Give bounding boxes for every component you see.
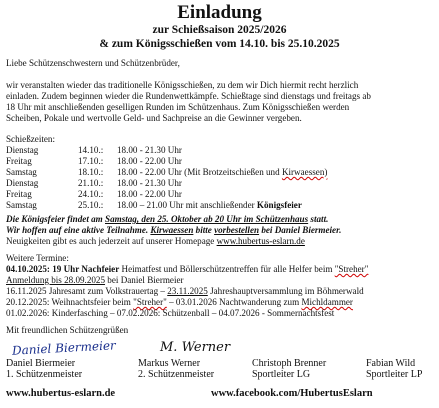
officer-role: Sportleiter LP — [366, 369, 423, 380]
dates-nachfeier: 04.10.2025: 19 Uhr Nachfeier — [6, 264, 120, 274]
subtitle-event: & zum Königsschießen vom 14.10. bis 25.10.2025 — [99, 38, 340, 50]
dates-text: Jahreshauptversammlung im Böhmerwald — [207, 286, 364, 296]
schedule-time-text: 18.00 - 22.00 Uhr (Mit Brotzeitschießen und — [117, 167, 282, 177]
schedule-time-text: 18.00 – 21.00 Uhr mit anschließender — [117, 200, 257, 210]
notice-text: bei Daniel Biermeier. — [259, 225, 342, 235]
officer-name: Markus Werner — [138, 358, 201, 369]
notice-line-1 — [6, 214, 328, 225]
dates-anmeldung: Anmeldung bis 28.09.2025 — [6, 275, 106, 285]
schedule-day: Freitag — [6, 156, 32, 166]
dates-michldammer: Michldammer — [301, 297, 353, 307]
schedule-day: Dienstag — [6, 145, 39, 155]
greeting: Liebe Schützenschwestern und Schützenbrüder, — [6, 58, 180, 68]
schedule-date: 24.10.: — [78, 189, 104, 199]
intro-line-3: 18 Uhr mit anschließenden geselligen Runden im Schützenhaus. Zum Königsschießen werden — [6, 102, 350, 112]
signature-markus-werner: M. Werner — [160, 340, 231, 355]
dates-text: – 03.01.2026 Nachtwanderung zum — [166, 297, 302, 307]
intro-line-4: Scheiben, Pokale und wertvolle Geld- und Sachpreise an die Gewinner vergeben. — [6, 113, 302, 123]
dates-streher: "Streher" — [334, 264, 369, 274]
intro-line-2: einladen. Zudem beginnen wieder die Rundenwettkämpfe. Schießtage sind dienstags und freitags ab — [6, 91, 371, 101]
homepage-link[interactable]: www.hubertus-eslarn.de — [216, 236, 305, 246]
schedule-day: Dienstag — [6, 178, 39, 188]
subtitle-season: zur Schießsaison 2025/2026 — [152, 24, 287, 36]
dates-line-4 — [6, 297, 353, 308]
notice-vorbestellen: vorbestellen — [214, 225, 260, 235]
notice-line-2 — [6, 225, 341, 236]
schedule-time — [117, 167, 327, 178]
officer-name: Fabian Wild — [366, 358, 416, 369]
footer-website-link[interactable]: www.hubertus-eslarn.de — [6, 388, 116, 399]
dates-heading: Weitere Termine: — [6, 253, 69, 263]
dates-text: 16.11.2025 Jahresamt zum Volkstrauertag – — [6, 286, 168, 296]
schedule-day: Samstag — [6, 200, 37, 210]
dates-line-3 — [6, 286, 364, 297]
schedule-heading: Schießzeiten: — [6, 134, 55, 144]
notice-text: Wir hoffen auf eine aktive Teilnahme. — [6, 225, 151, 235]
officer-name: Daniel Biermeier — [6, 358, 76, 369]
notice-text: bitte — [193, 225, 215, 235]
schedule-time: 18.00 - 22.00 Uhr — [117, 189, 182, 199]
footer-facebook-link[interactable]: www.facebook.com/HubertusEslarn — [211, 388, 373, 399]
intro-line-1: wir veranstalten wieder das traditionelle Königsschießen, zu dem wir Dich hiermit recht herzlich — [6, 80, 359, 90]
schedule-note: Kirwaessen) — [281, 167, 328, 177]
schedule-note-bold: Königsfeier — [256, 200, 302, 210]
signature-daniel-biermeier: Daniel Biermeier — [11, 338, 117, 358]
schedule-time: 18.00 - 21.30 Uhr — [117, 145, 182, 155]
schedule-time: 18.00 - 22.00 Uhr — [117, 156, 182, 166]
schedule-date: 14.10.: — [78, 145, 104, 155]
officer-role: 1. Schützenmeister — [6, 369, 83, 380]
officer-name: Christoph Brenner — [252, 358, 327, 369]
schedule-date: 25.10.: — [78, 200, 104, 210]
notice-text: Neuigkeiten gibt es auch jederzeit auf unserer Homepage — [6, 236, 217, 246]
notice-date-underlined: Samstag, den 25. Oktober ab 20 Uhr im Schützenhaus — [105, 214, 309, 224]
page-title: Einladung — [177, 2, 262, 23]
officer-role: 2. Schützenmeister — [138, 369, 215, 380]
schedule-time: 18.00 - 21.30 Uhr — [117, 178, 182, 188]
dates-jhv-date: 23.11.2025 — [167, 286, 208, 296]
notice-text: Die Königsfeier findet am — [6, 214, 106, 224]
dates-line-1 — [6, 264, 368, 275]
dates-text: 20.12.2025: Weihnachtsfeier beim — [6, 297, 134, 307]
officer-role: Sportleiter LG — [252, 369, 311, 380]
closing: Mit freundlichen Schützengrüßen — [6, 325, 129, 335]
notice-kirwaessen: Kirwaessen — [150, 225, 194, 235]
schedule-date: 17.10.: — [78, 156, 104, 166]
notice-line-3 — [6, 236, 305, 247]
schedule-time — [117, 200, 302, 211]
dates-line-2 — [6, 275, 184, 286]
schedule-day: Samstag — [6, 167, 37, 177]
schedule-day: Freitag — [6, 189, 32, 199]
schedule-date: 21.10.: — [78, 178, 104, 188]
dates-text: bei Daniel Biermeier — [105, 275, 184, 285]
notice-text: statt. — [308, 214, 329, 224]
dates-line-5: 01.02.2026: Kinderfasching – 07.02.2026: Schützenball – 04.07.2026 - Sommernachtsfest — [6, 308, 335, 318]
schedule-date: 18.10.: — [78, 167, 104, 177]
dates-text: Heimatfest und Böllerschützentreffen für alle Helfer beim — [119, 264, 335, 274]
dates-streher: "Streher" — [133, 297, 167, 307]
